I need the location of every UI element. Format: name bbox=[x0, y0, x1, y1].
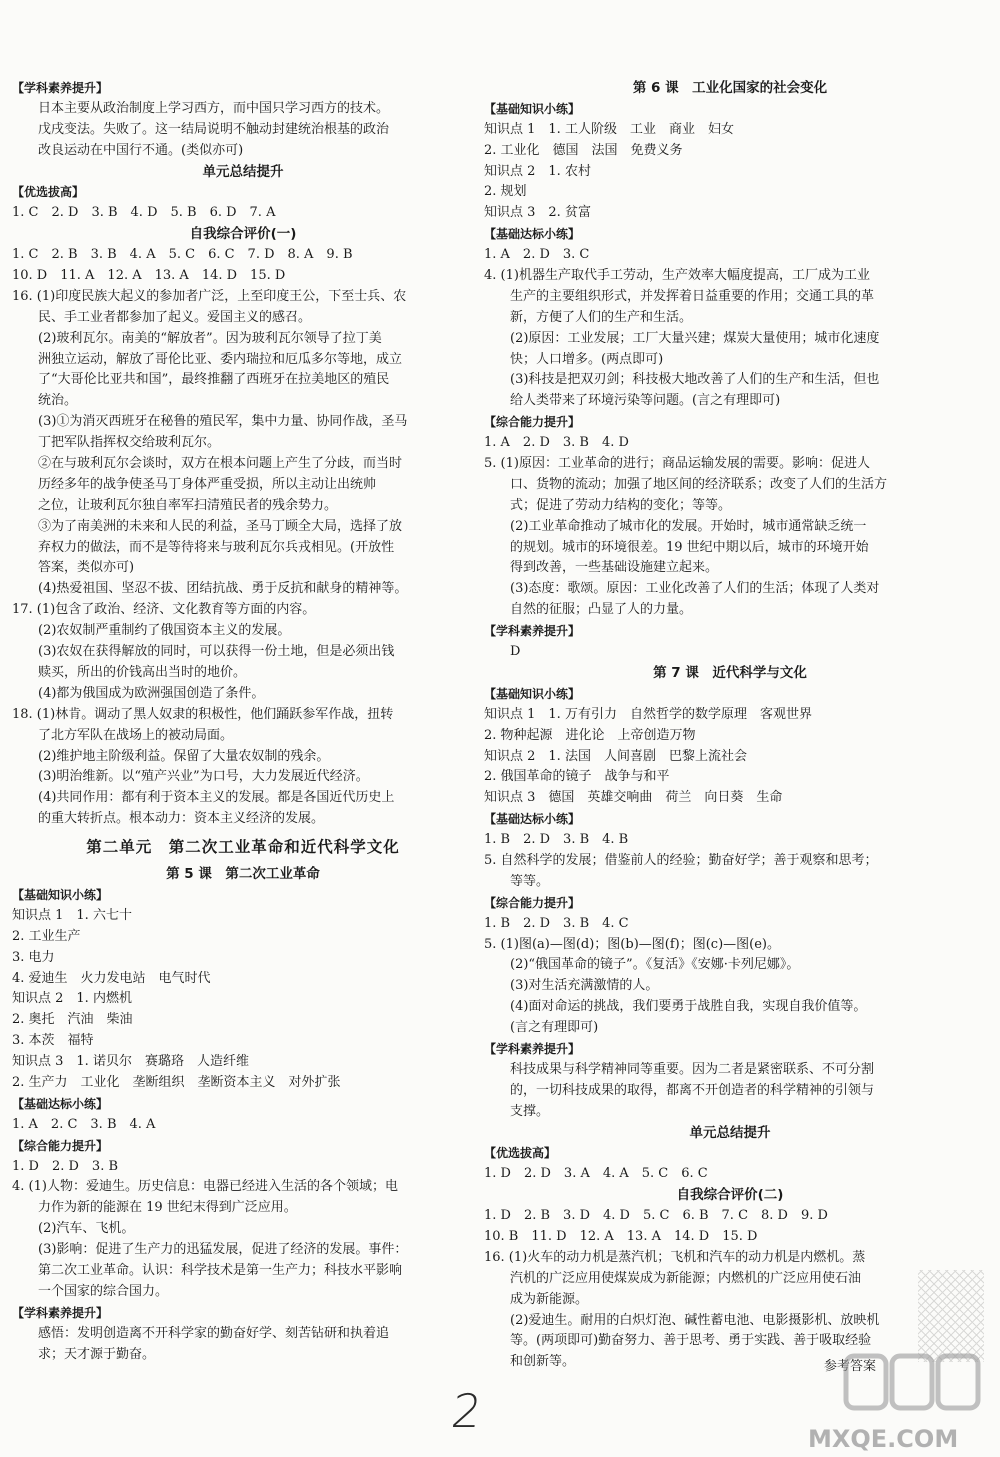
section-label: 【优选拔高】 bbox=[12, 185, 85, 200]
answer-line: 1. A 2. C 3. B 4. A bbox=[12, 1116, 156, 1132]
section-label: 【学科素养提升】 bbox=[484, 1041, 581, 1056]
answer-line: 10. D 11. A 12. A 13. A 14. D 15. D bbox=[12, 268, 286, 284]
answer-line: 1. B 2. D 3. B 4. B bbox=[484, 832, 629, 848]
answer-line: 得到改善，一些基础设施建立起来。 bbox=[484, 560, 719, 576]
answer-line: 3. 本茨 福特 bbox=[12, 1033, 94, 1049]
answer-line: 式；促进了劳动力结构的变化；等等。 bbox=[484, 497, 732, 513]
section-label: 【优选拔高】 bbox=[484, 1146, 557, 1161]
left-column bbox=[12, 78, 474, 1365]
answer-line: 民、手工业者都参加了起义。爱国主义的感召。 bbox=[12, 309, 312, 325]
answer-line: 1. D 2. D 3. B bbox=[12, 1158, 119, 1174]
page-number: 2 bbox=[448, 1384, 486, 1438]
answer-line: 1. A 2. D 3. B 4. D bbox=[484, 435, 629, 451]
answer-line: (言之有理即可) bbox=[484, 1020, 599, 1036]
answer-line: 历经多年的战争使圣马丁身体严重受损，所以主动让出统帅 bbox=[12, 476, 377, 492]
answer-line: 赎买，所出的价钱高出当时的地价。 bbox=[12, 664, 247, 680]
answer-line: (2)原因：工业发展；工厂大量兴建；煤炭大量使用；城市化速度 bbox=[484, 330, 880, 346]
answer-line: (4)都为俄国成为欧洲强国创造了条件。 bbox=[12, 685, 265, 701]
answer-line: 2. 工业化 德国 法国 免费义务 bbox=[484, 142, 683, 158]
answer-line: 知识点 3 1. 诺贝尔 赛璐珞 人造纤维 bbox=[12, 1054, 249, 1070]
answer-line: 知识点 2 1. 法国 人间喜剧 巴黎上流社会 bbox=[484, 748, 747, 764]
answer-line: 4. (1)人物：爱迪生。历史信息：电器已经进入生活的各个领域；电 bbox=[12, 1179, 398, 1195]
section-label: 【基础知识小练】 bbox=[484, 101, 581, 116]
answer-line: 知识点 2 1. 农村 bbox=[484, 163, 591, 179]
answer-line: (2)“俄国革命的镜子”。《复活》《安娜·卡列尼娜》。 bbox=[484, 957, 800, 973]
answer-line: 的，一切科技成果的取得，都离不开创造者的科学精神的引领与 bbox=[484, 1082, 875, 1098]
answer-line: 自然的征服；凸显了人的力量。 bbox=[484, 602, 693, 618]
answer-line: (3)对生活充满激情的人。 bbox=[484, 978, 659, 994]
answer-line: 1. D 2. D 3. A 4. A 5. C 6. C bbox=[484, 1166, 708, 1182]
answer-line: (4)热爱祖国、坚忍不拔、团结抗战、勇于反抗和献身的精神等。 bbox=[12, 581, 408, 597]
answer-line: 新，方便了人们的生产和生活。 bbox=[484, 309, 693, 325]
answer-line: 2. 物种起源 进化论 上帝创造万物 bbox=[484, 727, 696, 743]
answer-line: 给人类带来了环境污染等问题。(言之有理即可) bbox=[484, 393, 781, 409]
answer-line: (3)影响：促进了生产力的迅猛发展，促进了经济的发展。事件： bbox=[12, 1242, 408, 1258]
answer-line: 的规划。城市的环境很差。19 世纪中期以后，城市的环境开始 bbox=[484, 539, 869, 555]
section-label: 【学科素养提升】 bbox=[12, 81, 109, 95]
watermark-text: MXQE.COM bbox=[808, 1425, 959, 1453]
answer-line: (2)维护地主阶级利益。保留了大量农奴制的残余。 bbox=[12, 748, 330, 764]
answer-line: 5. (1)原因：工业革命的进行；商品运输发展的需要。影响：促进人 bbox=[484, 456, 870, 472]
unit-title: 第二单元 第二次工业革命和近代科学文化 bbox=[86, 838, 400, 857]
answer-line: 了北方军队在战场上的被动局面。 bbox=[12, 727, 234, 743]
answer-line: 知识点 1 1. 六七十 bbox=[12, 907, 132, 923]
answer-line: 5. 自然科学的发展；借鉴前人的经验；勤奋好学；善于观察和思考； bbox=[484, 852, 878, 868]
answer-line: 了“大哥伦比亚共和国”，最终推翻了西班牙在拉美地区的殖民 bbox=[12, 372, 390, 388]
answer-line: 1. D 2. B 3. D 4. D 5. C 6. B 7. C 8. D 9. D bbox=[484, 1208, 828, 1224]
section-label: 【综合能力提升】 bbox=[484, 415, 581, 430]
answer-line: 16. (1)印度民族大起义的参加者广泛，上至印度王公，下至士兵、农 bbox=[12, 288, 407, 304]
answer-line: (3)①为消灭西班牙在秘鲁的殖民军，集中力量、协同作战，圣马 bbox=[12, 414, 408, 430]
lesson-title: 单元总结提升 bbox=[689, 1124, 771, 1141]
answer-line: 4. 爱迪生 火力发电站 电气时代 bbox=[12, 970, 211, 986]
section-label: 【学科素养提升】 bbox=[12, 1305, 109, 1320]
answer-line: 1. A 2. D 3. C bbox=[484, 247, 590, 263]
answer-line: (3)明治维新。以“殖产兴业”为口号，大力发展近代经济。 bbox=[12, 769, 369, 785]
answer-line: 3. 电力 bbox=[12, 949, 55, 965]
answer-line: (3)科技是把双刃剑；科技极大地改善了人们的生产和生活，但也 bbox=[484, 372, 880, 388]
answer-line: 感悟：发明创造离不开科学家的勤奋好学、刻苦钻研和执着追 bbox=[12, 1325, 390, 1341]
section-label: 【基础知识小练】 bbox=[12, 887, 109, 902]
section-label: 【学科素养提升】 bbox=[484, 624, 581, 639]
lesson-title: 第 5 课 第二次工业革命 bbox=[166, 866, 320, 883]
answer-line: 洲独立运动，解放了哥伦比亚、委内瑞拉和厄瓜多尔等地，成立 bbox=[12, 351, 403, 367]
answer-line: 等。(两项即可)勤奋努力、善于思考、勇于实践、善于吸取经验 bbox=[484, 1333, 872, 1349]
answer-line: 科技成果与科学精神同等重要。因为二者是紧密联系、不可分割 bbox=[484, 1061, 875, 1077]
answer-line: 求；天才源于勤奋。 bbox=[12, 1346, 156, 1362]
answer-line: 等等。 bbox=[484, 873, 550, 889]
answer-line: 改良运动在中国行不通。(类似亦可) bbox=[12, 142, 244, 158]
answer-line: 1. C 2. D 3. B 4. D 5. B 6. D 7. A bbox=[12, 205, 276, 221]
answer-line: 生产的主要组织形式，并发挥着日益重要的作用；交通工具的革 bbox=[484, 288, 875, 304]
footer-label: 参考答案 bbox=[824, 1359, 877, 1374]
answer-line: 知识点 3 德国 英雄交响曲 荷兰 向日葵 生命 bbox=[484, 790, 783, 806]
answer-line: 1. C 2. B 3. B 4. A 5. C 6. C 7. D 8. A 9. B bbox=[12, 247, 353, 263]
answer-line: 1. B 2. D 3. B 4. C bbox=[484, 915, 629, 931]
answer-line: 知识点 1 1. 万有引力 自然哲学的数学原理 客观世界 bbox=[484, 706, 812, 722]
lesson-title: 第 7 课 近代科学与文化 bbox=[653, 664, 807, 681]
answer-line: 力作为新的能源在 19 世纪末得到广泛应用。 bbox=[12, 1200, 297, 1216]
answer-line: (2)爱迪生。耐用的白炽灯泡、碱性蓄电池、电影摄影机、放映机 bbox=[484, 1312, 880, 1328]
answer-line: 知识点 3 2. 贫富 bbox=[484, 205, 591, 221]
answer-line: 支撑。 bbox=[484, 1103, 550, 1119]
answer-line: (2)农奴制严重制约了俄国资本主义的发展。 bbox=[12, 623, 291, 639]
answer-line: 汽机的广泛应用使煤炭成为新能源；内燃机的广泛应用使石油 bbox=[484, 1270, 862, 1286]
answer-line: (2)汽车、飞机。 bbox=[12, 1221, 135, 1237]
section-label: 【综合能力提升】 bbox=[12, 1138, 109, 1153]
answer-line: 2. 生产力 工业化 垄断组织 垄断资本主义 对外扩张 bbox=[12, 1074, 341, 1090]
answer-line: 知识点 1 1. 工人阶级 工业 商业 妇女 bbox=[484, 121, 734, 137]
lesson-title: 第 6 课 工业化国家的社会变化 bbox=[632, 80, 828, 96]
answer-line: 16. (1)火车的动力机是蒸汽机；飞机和汽车的动力机是内燃机。蒸 bbox=[484, 1249, 866, 1265]
answer-line: 第二次工业革命。认识：科学技术是第一生产力；科技水平影响 bbox=[12, 1262, 403, 1278]
answer-line: 口、货物的流动；加强了地区间的经济联系；改变了人们的生活方 bbox=[484, 476, 888, 492]
answer-line: 2. 工业生产 bbox=[12, 928, 81, 944]
answer-line: 日本主要从政治制度上学习西方，而中国只学习西方的技术。 bbox=[12, 100, 390, 116]
answer-line: 一个国家的综合国力。 bbox=[12, 1283, 169, 1299]
answer-line: 快；人口增多。(两点即可) bbox=[484, 351, 664, 367]
section-label: 【基础达标小练】 bbox=[12, 1096, 109, 1111]
answer-line: 2. 奥托 汽油 柴油 bbox=[12, 1012, 133, 1028]
answer-line: (4)共同作用：都有利于资本主义的发展。都是各国近代历史上 bbox=[12, 790, 395, 806]
right-column bbox=[484, 78, 976, 1373]
answer-line: (3)态度：歌颂。原因：工业化改善了人们的生活；体现了人类对 bbox=[484, 581, 880, 597]
section-label: 【基础达标小练】 bbox=[484, 812, 581, 827]
answer-line: (2)工业革命推动了城市化的发展。开始时，城市通常缺乏统一 bbox=[484, 518, 867, 534]
answer-line: (4)面对命运的挑战，我们要勇于战胜自我，实现自我价值等。 bbox=[484, 999, 867, 1015]
section-label: 【基础达标小练】 bbox=[484, 227, 581, 242]
answer-line: 17. (1)包含了政治、经济、文化教育等方面的内容。 bbox=[12, 602, 316, 618]
answer-line: 统治。 bbox=[12, 393, 78, 409]
answer-line: 4. (1)机器生产取代手工劳动，生产效率大幅度提高，工厂成为工业 bbox=[484, 268, 870, 284]
answer-line: 戊戌变法。失败了。这一结局说明不触动封建统治根基的政治 bbox=[12, 121, 390, 137]
answer-line: ③为了南美洲的未来和人民的利益，圣马丁顾全大局，选择了放 bbox=[12, 518, 403, 534]
answer-line: 2. 俄国革命的镜子 战争与和平 bbox=[484, 769, 670, 785]
answer-line: 之位，让玻利瓦尔独自率军扫清殖民者的残余势力。 bbox=[12, 497, 338, 513]
answer-line: (3)农奴在获得解放的同时，可以获得一份土地，但是必须出钱 bbox=[12, 644, 395, 660]
answer-line: 18. (1)林肯。调动了黑人奴隶的积极性，他们踊跃参军作战，扭转 bbox=[12, 706, 394, 722]
answer-line: 2. 规划 bbox=[484, 184, 527, 200]
answer-line: 弃权力的做法，而不是等待将来与玻利瓦尔兵戎相见。(开放性 bbox=[12, 539, 395, 555]
answer-line: 答案，类似亦可) bbox=[12, 560, 135, 576]
answer-line: ②在与玻利瓦尔会谈时，双方在根本问题上产生了分歧，而当时 bbox=[12, 456, 403, 472]
answer-line: 丁把军队指挥权交给玻利瓦尔。 bbox=[12, 435, 221, 451]
answer-line: 知识点 2 1. 内燃机 bbox=[12, 991, 132, 1007]
lesson-title: 自我综合评价(二) bbox=[676, 1187, 784, 1204]
answer-line: (2)玻利瓦尔。南美的“解放者”。因为玻利瓦尔领导了拉丁美 bbox=[12, 330, 382, 346]
section-label: 【基础知识小练】 bbox=[484, 686, 581, 701]
answer-line: 5. (1)图(a)—图(d)；图(b)—图(f)；图(c)—图(e)。 bbox=[484, 936, 780, 952]
answer-line: D bbox=[484, 644, 521, 660]
answer-line: 成为新能源。 bbox=[484, 1291, 589, 1307]
section-label: 【综合能力提升】 bbox=[484, 895, 581, 910]
lesson-title: 单元总结提升 bbox=[202, 163, 284, 180]
answer-line: 和创新等。 bbox=[484, 1354, 576, 1370]
answer-line: 的重大转折点。根本动力：资本主义经济的发展。 bbox=[12, 811, 325, 827]
answer-line: 10. B 11. D 12. A 13. A 14. D 15. D bbox=[484, 1228, 758, 1244]
lesson-title: 自我综合评价(一) bbox=[189, 226, 297, 243]
